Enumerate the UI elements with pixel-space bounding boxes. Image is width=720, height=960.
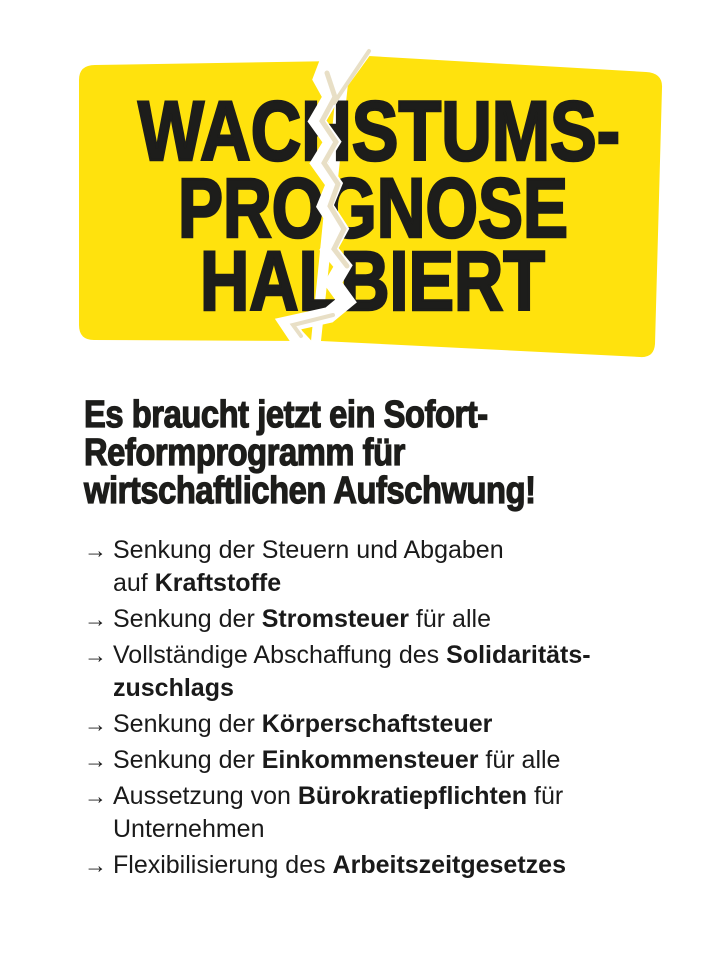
list-item-emphasis: Bürokratiepflichten	[297, 782, 528, 810]
list-item-line	[113, 603, 654, 636]
list-item	[84, 603, 654, 636]
list-item-emphasis: Arbeitszeitgesetzes	[332, 851, 566, 879]
list-item	[84, 639, 654, 705]
torn-banner	[75, 53, 670, 365]
list-item-line	[113, 780, 654, 813]
arrow-right-icon: →	[84, 783, 107, 809]
subheading-line-3: wirtschaftlichen Aufschwung!	[84, 470, 536, 512]
list-item	[84, 534, 654, 600]
list-item-line	[113, 639, 654, 672]
arrow-right-icon: →	[84, 537, 107, 563]
list-item-segment: Senkung der	[113, 710, 262, 738]
list-item-emphasis: zuschlags	[113, 674, 234, 702]
list-item-text	[113, 603, 654, 636]
list-item-line	[113, 849, 654, 882]
list-item-text	[113, 534, 654, 600]
list-item	[84, 780, 654, 846]
subheading-line-2: Reformprogramm für	[84, 432, 405, 474]
subheading	[84, 396, 536, 510]
list-item-line	[113, 567, 654, 600]
list-item-segment: Flexibilisierung des	[113, 851, 333, 879]
torn-banner-graphic	[75, 53, 670, 365]
list-item-segment: auf	[113, 569, 155, 597]
list-item-emphasis: Stromsteuer	[261, 605, 409, 633]
list-item-line	[113, 534, 654, 567]
list-item-emphasis: Einkommensteuer	[261, 746, 479, 774]
list-item-segment: Unternehmen	[113, 815, 265, 843]
list-item-segment: für alle	[408, 605, 491, 633]
list-item-emphasis: Körperschaftsteuer	[261, 710, 493, 738]
arrow-right-icon: →	[84, 852, 107, 878]
list-item-line	[113, 744, 654, 777]
list-item-text	[113, 744, 654, 777]
arrow-right-icon: →	[84, 606, 107, 632]
banner-line-2: PROGNOSE	[178, 161, 568, 255]
list-item-text	[113, 708, 654, 741]
banner-line-3: HALBIERT	[200, 234, 545, 328]
list-item	[84, 708, 654, 741]
reform-list	[84, 534, 654, 885]
list-item-segment: für	[527, 782, 564, 810]
arrow-right-icon: →	[84, 711, 107, 737]
banner-line-1: WACHSTUMS-	[138, 84, 620, 178]
list-item-segment: Senkung der Steuern und Abgaben	[113, 536, 504, 564]
list-item-text	[113, 780, 654, 846]
list-item-text	[113, 849, 654, 882]
list-item-segment: Senkung der	[113, 746, 262, 774]
list-item-segment: Vollständige Abschaffung des	[113, 641, 447, 669]
list-item-segment: Senkung der	[113, 605, 262, 633]
list-item-text	[113, 639, 654, 705]
list-item-line	[113, 708, 654, 741]
subheading-line-1: Es braucht jetzt ein Sofort-	[84, 394, 488, 436]
list-item-line	[113, 672, 654, 705]
list-item-line	[113, 813, 654, 846]
arrow-right-icon: →	[84, 642, 107, 668]
list-item	[84, 849, 654, 882]
list-item-emphasis: Kraftstoffe	[154, 569, 282, 597]
list-item-segment: Aussetzung von	[113, 782, 298, 810]
list-item-segment: für alle	[478, 746, 561, 774]
arrow-right-icon: →	[84, 747, 107, 773]
list-item	[84, 744, 654, 777]
list-item-emphasis: Solidaritäts-	[446, 641, 591, 669]
